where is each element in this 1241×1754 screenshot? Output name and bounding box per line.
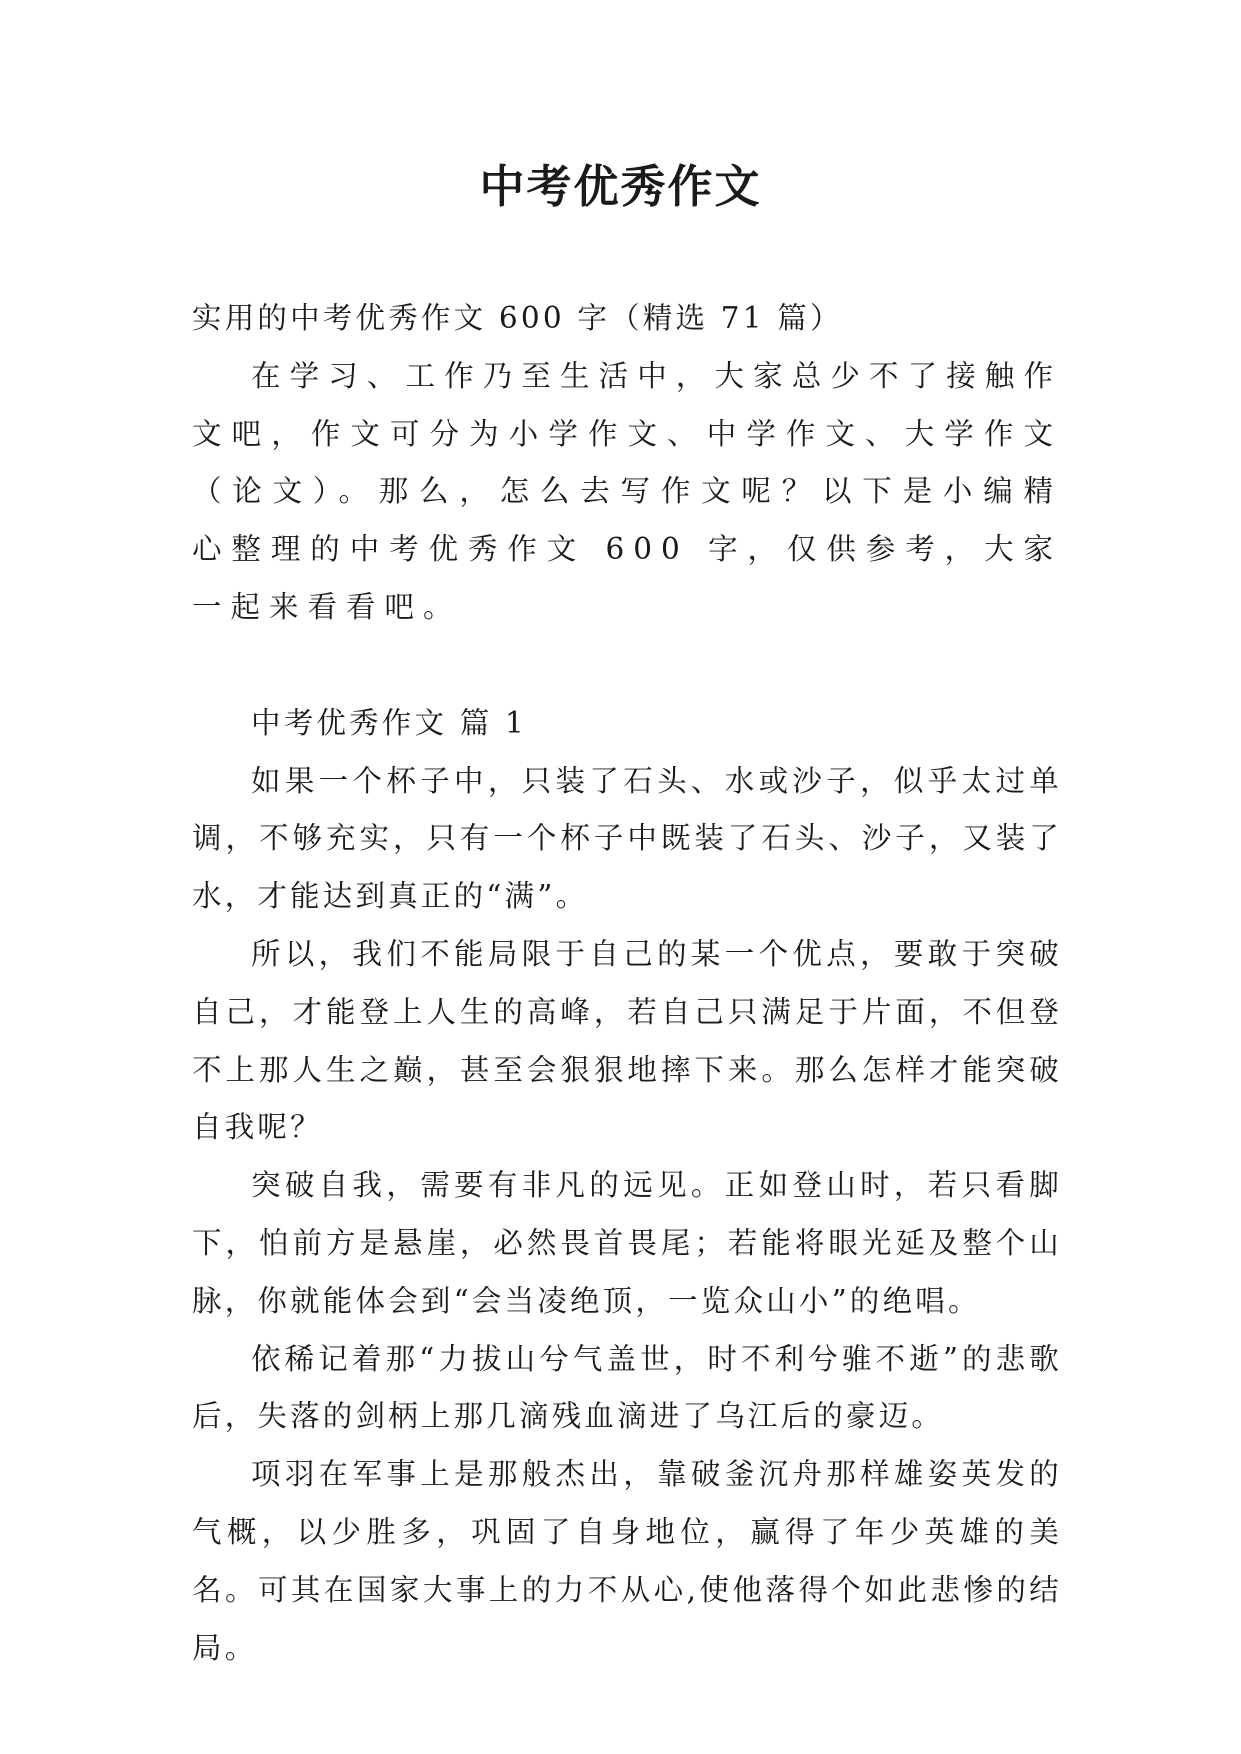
document-body: [192, 290, 1062, 1677]
body-paragraph: 项羽在军事上是那般杰出，靠破釜沉舟那样雄姿英发的气概，以少胜多，巩固了自身地位，赢得了年少英雄的美名。可其在国家大事上的力不从心,使他落得个如此悲惨的结局。: [192, 1457, 1062, 1665]
body-paragraph: 突破自我，需要有非凡的远见。正如登山时，若只看脚下，怕前方是悬崖，必然畏首畏尾；若能将眼光延及整个山脉，你就能体会到“会当凌绝顶，一览众山小”的绝唱。: [192, 1168, 1062, 1318]
body-paragraph: 所以，我们不能局限于自己的某一个优点，要敢于突破自己，才能登上人生的高峰，若自己只满足于片面，不但登不上那人生之巅，甚至会狠狠地摔下来。那么怎样才能突破自我呢？: [192, 936, 1062, 1145]
intro-paragraph: 在学习、工作乃至生活中，大家总少不了接触作文吧，作文可分为小学作文、中学作文、大学作文（论文）。那么，怎么去写作文呢？以下是小编精心整理的中考优秀作文 600 字，仅供参考，大家一起来看看吧。: [192, 358, 1062, 624]
body-paragraph: 如果一个杯子中，只装了石头、水或沙子，似乎太过单调，不够充实，只有一个杯子中既装了石头、沙子，又装了水，才能达到真正的“满”。: [192, 763, 1062, 914]
document-title: 中考优秀作文: [479, 160, 762, 213]
section-gap: [192, 637, 1062, 695]
document-subtitle: 实用的中考优秀作文 600 字（精选 71 篇）: [192, 301, 843, 335]
body-paragraph: 依稀记着那“力拔山兮气盖世，时不利兮骓不逝”的悲歌后，失落的剑柄上那几滴残血滴进了乌江后的豪迈。: [192, 1341, 1062, 1434]
section-heading: 中考优秀作文 篇 1: [251, 705, 528, 740]
